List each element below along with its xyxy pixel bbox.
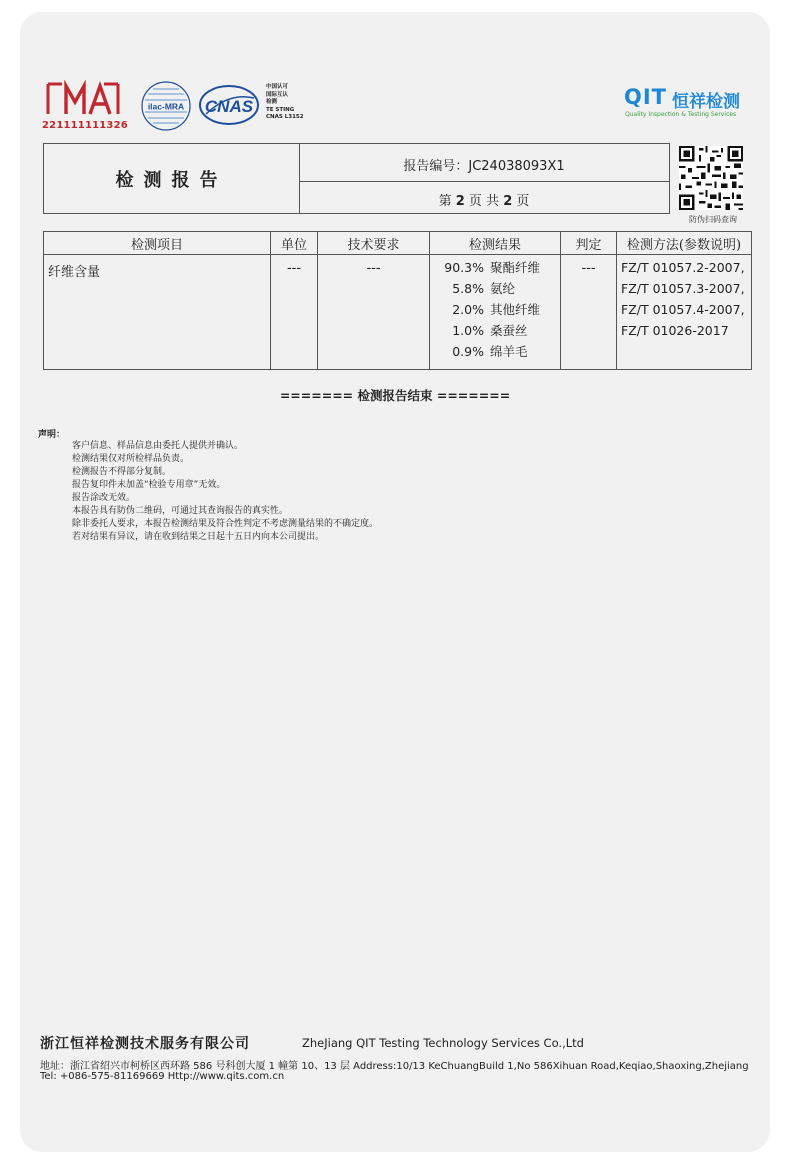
cell-unit: --- [271, 255, 318, 370]
col-header-item: 检测项目 [44, 232, 271, 255]
cnas-line-1: 中国认可 [266, 84, 289, 90]
cell-item: 纤维含量 [44, 255, 271, 370]
report-end-marker: ======= 检测报告结束 ======= [279, 388, 511, 403]
note-line: 报告涂改无效。 [72, 493, 136, 503]
method-line: FZ/T 01057.4-2007, [621, 302, 745, 317]
note-line: 若对结果有异议，请在收到结果之日起十五日内向本公司提出。 [72, 532, 325, 542]
method-line: FZ/T 01057.2-2007, [621, 260, 745, 275]
col-header-verdict: 判定 [561, 232, 617, 255]
note-line: 客户信息、样品信息由委托人提供并确认。 [72, 441, 244, 451]
page-mid: 页 共 [468, 194, 500, 209]
table-header-row [44, 232, 752, 255]
col-header-method: 检测方法(参数说明) [617, 232, 752, 255]
cell-results [430, 255, 561, 370]
cnas-line-3: 检测 [266, 99, 278, 105]
cma-number: 221111111326 [42, 120, 128, 131]
cnas-line-4: TE STING [266, 106, 295, 113]
result-line: 5.8% 氨纶 [452, 281, 516, 296]
cell-requirement: --- [318, 255, 430, 370]
cell-methods [617, 255, 752, 370]
page-suffix: 页 [516, 194, 530, 209]
page-info [299, 190, 669, 209]
ilac-text: ilac-MRA [147, 101, 185, 112]
col-header-result: 检测结果 [430, 232, 561, 255]
report-header-box [43, 143, 670, 214]
cma-logo [44, 80, 122, 120]
cell-verdict: --- [561, 255, 617, 370]
notes-title: 声明： [38, 430, 66, 440]
table-row [44, 255, 752, 370]
qit-logo: QIT [624, 85, 667, 109]
company-name-en: ZheJiang QIT Testing Technology Services Co.,Ltd [302, 1036, 584, 1050]
report-number [299, 155, 669, 174]
qit-tagline: Quality Inspection & Testing Services [625, 111, 737, 118]
result-line: 90.3% 聚酯纤维 [444, 260, 541, 275]
company-contact[interactable]: Tel: +086-575-81169669 Http://www.qits.com.cn [40, 1071, 285, 1082]
cnas-accreditation-text [266, 84, 304, 122]
report-number-value: JC24038093X1 [468, 159, 565, 174]
note-line: 检测报告不得部分复制。 [72, 467, 172, 477]
report-number-label: 报告编号： [403, 159, 469, 174]
page-prefix: 第 [438, 194, 452, 209]
col-header-requirement: 技术要求 [318, 232, 430, 255]
qit-cn-name: 恒祥检测 [672, 92, 740, 112]
page-total: 2 [503, 194, 513, 209]
note-line: 除非委托人要求，本报告检测结果及符合性判定不考虑测量结果的不确定度。 [72, 519, 379, 529]
company-name-cn: 浙江恒祥检测技术服务有限公司 [40, 1036, 250, 1052]
note-line: 检测结果仅对所检样品负责。 [72, 454, 190, 464]
cnas-logo [198, 84, 260, 126]
notes-list [72, 440, 378, 544]
method-line: FZ/T 01057.3-2007, [621, 281, 745, 296]
note-line: 本报告具有防伪二维码，可通过其查询报告的真实性。 [72, 506, 289, 516]
cnas-text: CNAS [204, 97, 254, 116]
company-address: 地址：浙江省绍兴市柯桥区西环路 586 号科创大厦 1 幢第 10、13 层 Address:10/13 KeChuangBuild 1,No 586Xihuan Road,Keqiao,Shaoxing,Zhejiang [40, 1061, 749, 1072]
cnas-line-5: CNAS L3152 [266, 114, 304, 120]
ilac-mra-logo [140, 80, 192, 132]
note-line: 报告复印件未加盖“检验专用章”无效。 [72, 480, 226, 490]
col-header-unit: 单位 [271, 232, 318, 255]
page-current: 2 [455, 194, 465, 209]
results-table [43, 231, 752, 370]
result-line: 1.0% 桑蚕丝 [452, 323, 528, 338]
report-title: 检测报告 [115, 170, 228, 191]
method-line: FZ/T 01026-2017 [621, 323, 729, 338]
result-line: 2.0% 其他纤维 [452, 302, 541, 317]
cnas-line-2: 国际互认 [266, 91, 289, 98]
qr-code-icon[interactable] [679, 146, 743, 210]
result-line: 0.9% 绵羊毛 [452, 344, 528, 359]
qr-caption: 防伪扫码查询 [689, 215, 737, 224]
